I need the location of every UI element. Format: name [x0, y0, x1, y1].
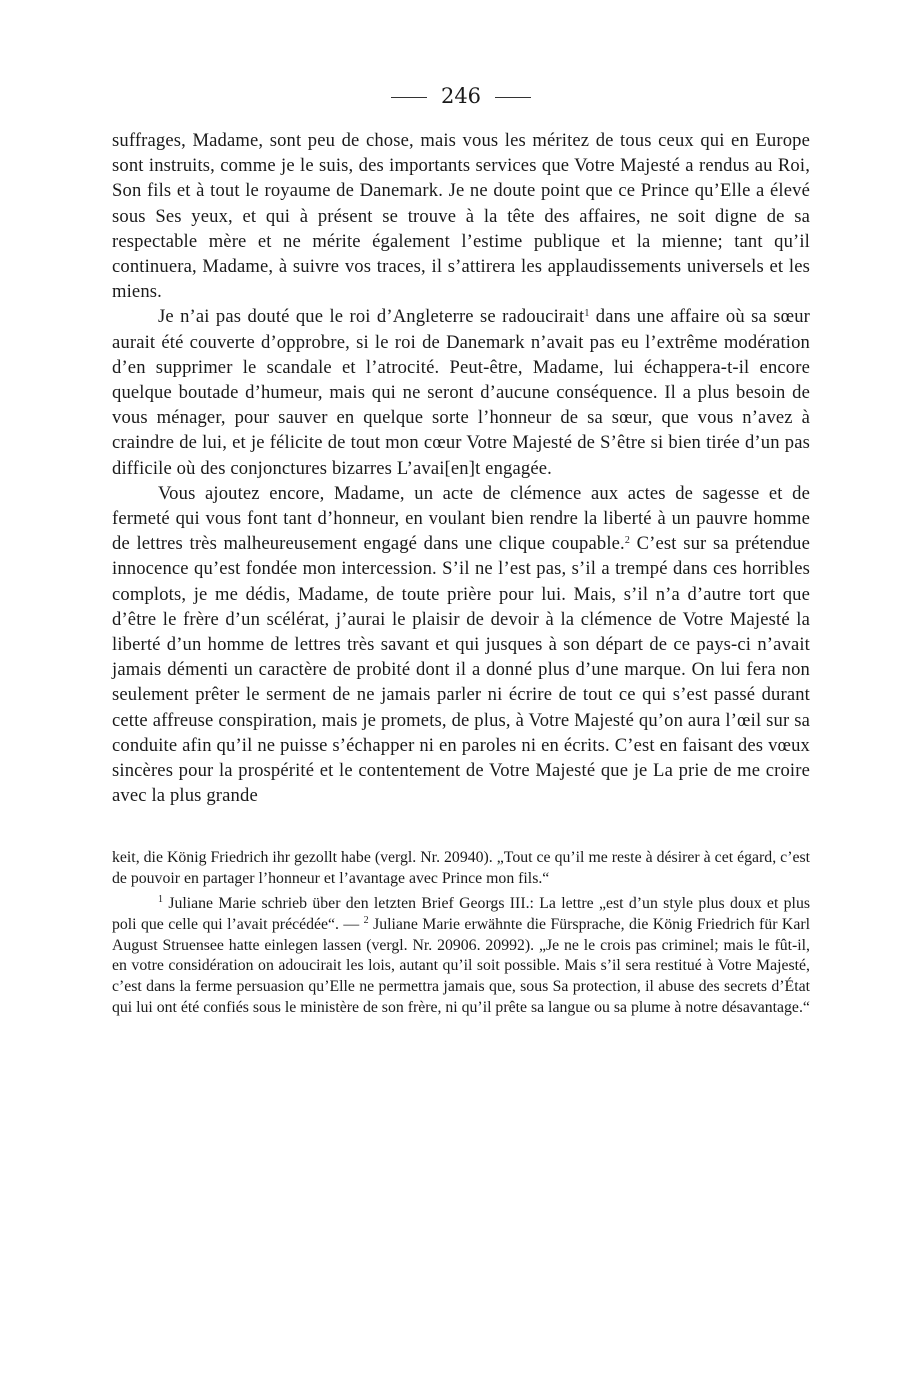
paragraph-2 [112, 304, 810, 480]
paragraph-text: suffrages, Madame, sont peu de chose, mais vous les méritez de tous ceux qui en Europe sont instruits, comme je le suis, des importants services que Votre Majesté a rendus au Roi, Son fils et à tout le royaume de Danemark. Je ne doute point que ce Prince qu’Elle a élevé sous Ses yeux, et qui à présent se trouve à la tête des affaires, ne soit digne de sa respectable mère et ne mérite également l’estime publique et la mienne; tant qu’il continuera, Madame, à suivre vos traces, il s’attirera les applaudissements universels et les miens. [112, 130, 810, 303]
footnotes-1-2 [112, 894, 810, 1019]
paragraph-text: C’est sur sa prétendue innocence qu’est fondée mon intercession. S’il ne l’est pas, s’il a trempé dans ces horribles complots, je me dédis, Madame, de toute prière pour lui. Mais, s’il n’a d’autre tort que d’être le frère d’un scélérat, j’aurai le plaisir de devoir à la clémence de Votre Majesté la liberté d’un homme de lettres très savant et qui jusques à son départ de ce pays-ci n’avait jamais démenti un caractère de probité dont il a donné plus d’une marque. On lui fera non seulement prêter le serment de ne jamais parler ni écrire de tout ce qui s’est passé durant cette affreuse conspiration, mais je promets, de plus, à Votre Majesté qu’on aura l’œil sur sa conduite afin qu’il ne puisse s’échapper ni en paroles ni en écrits. C’est en faisant des vœux sincères pour la prospérité et le contentement de Votre Majesté que je La prie de me croire avec la plus grande [112, 533, 810, 807]
footnote-text: Juliane Marie schrieb über den letzten Brief Georgs III.: La lettre „est d’un style plus doux et plus poli que celle qui l’avait précédée“. — [112, 895, 810, 933]
header-rule-left [391, 97, 427, 98]
page [112, 80, 810, 1019]
page-header [112, 80, 810, 112]
footnotes [112, 848, 810, 1018]
paragraph-text: Je n’ai pas douté que le roi d’Angleterre se radoucirait [158, 306, 585, 328]
paragraph-text: dans une affaire où sa sœur aurait été couverte d’opprobre, si le roi de Danemark n’avait pas eu l’extrême modération d’en supprimer le scandale et l’atrocité. Peut-être, Madame, lui échappera-t-il encore quelque boutade d’humeur, mais qui ne seront d’aucune conséquence. Il a plus besoin de vous ménager, pour sauver en quelque sorte l’honneur de sa sœur, que vous n’avez à craindre de lui, et je félicite de tout mon cœur Votre Majesté de S’être si bien tirée d’un pas difficile où des conjonctures bizarres L’avai[en]t engagée. [112, 306, 810, 479]
footnote-ref-1: 1 [584, 308, 590, 320]
letter-text [112, 128, 810, 808]
footnote-text: keit, die König Friedrich ihr gezollt habe (vergl. Nr. 20940). „Tout ce qu’il me reste à désirer à cet égard, c’est de pouvoir en partager l’honneur et l’avantage avec Prince mon fils.“ [112, 849, 810, 888]
page-number: 246 [440, 84, 482, 108]
paragraph-text: Vous ajoutez encore, Madame, un acte de clémence aux actes de sagesse et de fermeté qui vous font tant d’honneur, en voulant bien rendre la liberté à un pauvre homme de lettres très malheureusement engagé dans une clique coupable. [112, 482, 810, 555]
paragraph-1 [112, 128, 810, 304]
header-rule-right [495, 97, 531, 98]
footnote-ref-2: 2 [624, 535, 631, 547]
paragraph-3 [112, 481, 810, 809]
footnote-mark-1: 1 [158, 894, 163, 906]
footnote-text: Juliane Marie erwähnte die Fürsprache, die König Friedrich für Karl August Struensee hatte einlegen lassen (vergl. Nr. 20906. 20992). „Je ne le crois pas criminel; mais le fût-il, en votre considération on adoucirait les lois, autant qu’il soit possible. Mais s’il sera restitué à Votre Majesté, c’est dans la ferme persuasion qu’Elle ne permettra jamais que, sous Sa protection, il abuse des secrets d’État qui lui ont été confiés sous le ministère de son frère, ni qu’il prête sa langue ou sa plume à notre désavantage.“ [112, 915, 810, 1017]
footnote-continuation [112, 848, 810, 890]
footnote-mark-2: 2 [363, 914, 369, 926]
